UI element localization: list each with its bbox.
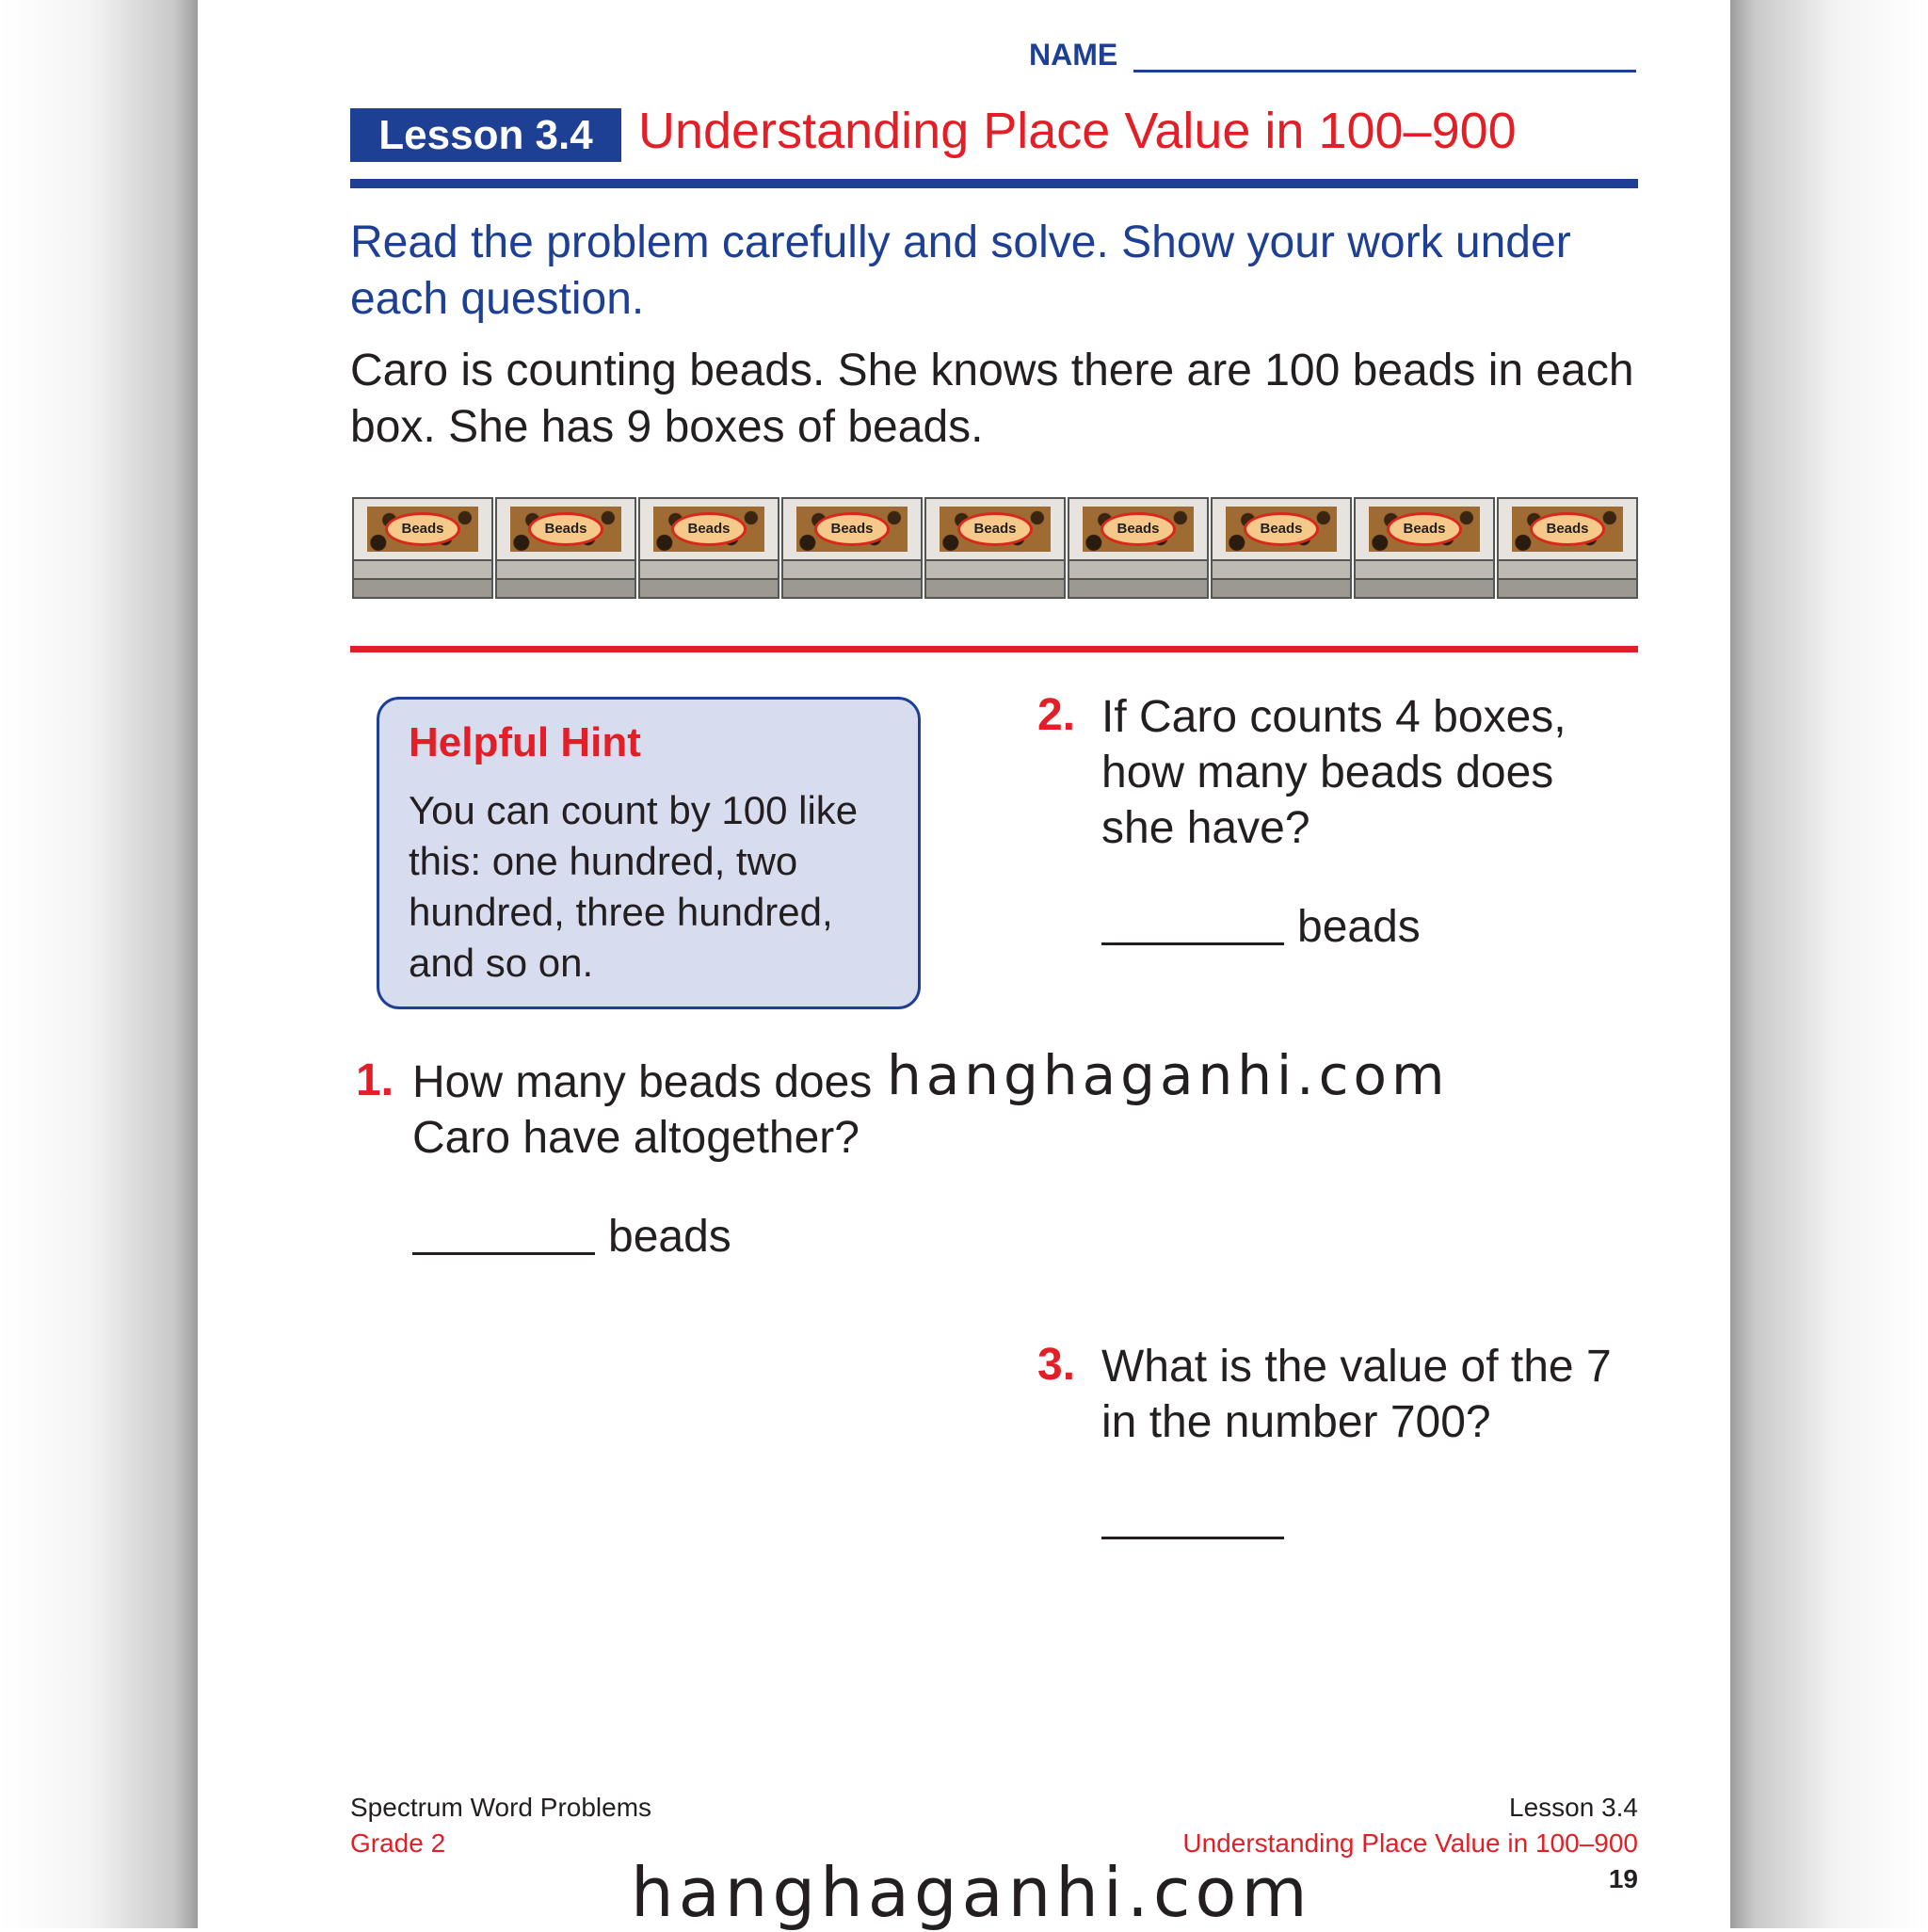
bead-box-label-text: Beads — [1101, 512, 1176, 546]
bead-box-lid — [1068, 497, 1209, 559]
bead-boxes-illustration — [352, 497, 1638, 599]
bead-box-label — [796, 507, 908, 552]
question-3-text: What is the value of the 7 in the number 700? — [1101, 1342, 1612, 1447]
bead-box-bottom — [1068, 580, 1209, 599]
header-divider — [350, 179, 1638, 188]
bead-box-label-text: Beads — [528, 512, 603, 546]
bead-box-label — [1369, 507, 1480, 552]
lesson-badge: Lesson 3.4 — [350, 108, 621, 162]
bead-box-bottom — [638, 580, 779, 599]
question-1-number: 1. — [356, 1055, 394, 1105]
hint-title: Helpful Hint — [409, 719, 641, 765]
bead-box-lid — [1497, 497, 1638, 559]
bead-box — [352, 497, 493, 599]
right-shadow-band — [1730, 0, 1928, 1928]
bead-box-side — [352, 559, 493, 580]
bead-box-label-text: Beads — [385, 512, 460, 546]
bead-box-lid — [1211, 497, 1352, 559]
bead-box-side — [1068, 559, 1209, 580]
name-answer-line[interactable] — [1133, 70, 1636, 72]
question-1-text: How many beads does Caro have altogether? — [412, 1057, 873, 1163]
question-2-number: 2. — [1037, 690, 1076, 740]
section-divider — [350, 646, 1638, 652]
bead-box-bottom — [924, 580, 1066, 599]
bead-box-side — [1354, 559, 1495, 580]
bead-box-label-text: Beads — [671, 512, 747, 546]
footer-lesson-title: Understanding Place Value in 100–900 — [1182, 1828, 1638, 1858]
bead-box-label-text: Beads — [957, 512, 1033, 546]
bead-box-label-text: Beads — [1244, 512, 1319, 546]
footer-lesson: Lesson 3.4 — [1509, 1793, 1638, 1822]
left-shadow-band — [0, 0, 198, 1928]
worksheet-page — [198, 0, 1730, 1928]
footer-book-title: Spectrum Word Problems — [350, 1793, 652, 1822]
lesson-title: Understanding Place Value in 100–900 — [638, 103, 1517, 159]
bead-box-lid — [1354, 497, 1495, 559]
page-number: 19 — [1608, 1864, 1638, 1893]
bead-box — [638, 497, 779, 599]
bead-box-label — [510, 507, 621, 552]
bead-box-label — [1083, 507, 1194, 552]
bead-box-label — [653, 507, 764, 552]
bead-box-bottom — [1354, 580, 1495, 599]
problem-statement: Caro is counting beads. She knows there are 100 beads in each box. She has 9 boxes of beads. — [350, 346, 1634, 452]
bead-box-bottom — [352, 580, 493, 599]
bead-box-label-text: Beads — [1387, 512, 1462, 546]
bead-box-lid — [352, 497, 493, 559]
bead-box — [924, 497, 1066, 599]
question-3-number: 3. — [1037, 1340, 1076, 1390]
watermark-bottom: hanghaganhi.com — [631, 1853, 1312, 1932]
bead-box-lid — [924, 497, 1066, 559]
bead-box-bottom — [495, 580, 636, 599]
bead-box-side — [1497, 559, 1638, 580]
bead-box-side — [638, 559, 779, 580]
bead-box-label-text: Beads — [814, 512, 890, 546]
bead-box-bottom — [781, 580, 923, 599]
bead-box-side — [781, 559, 923, 580]
bead-box-side — [1211, 559, 1352, 580]
bead-box-label — [1226, 507, 1337, 552]
bead-box — [1068, 497, 1209, 599]
question-2-text: If Caro counts 4 boxes, how many beads does she have? — [1101, 692, 1566, 853]
bead-box-label-text: Beads — [1530, 512, 1605, 546]
bead-box — [495, 497, 636, 599]
name-label: NAME — [1029, 38, 1118, 72]
question-2-answer-line[interactable] — [1101, 942, 1284, 945]
bead-box-bottom — [1211, 580, 1352, 599]
bead-box-label — [1512, 507, 1623, 552]
bead-box-label — [367, 507, 478, 552]
question-3-answer-line[interactable] — [1101, 1537, 1284, 1539]
watermark-middle: hanghaganhi.com — [887, 1043, 1450, 1107]
question-1-unit: beads — [608, 1212, 731, 1262]
bead-box-lid — [638, 497, 779, 559]
bead-box — [1211, 497, 1352, 599]
instructions: Read the problem carefully and solve. Show your work under each question. — [350, 217, 1571, 324]
question-1-answer-line[interactable] — [412, 1252, 595, 1255]
bead-box-label — [940, 507, 1051, 552]
bead-box-lid — [781, 497, 923, 559]
bead-box-side — [924, 559, 1066, 580]
footer-grade: Grade 2 — [350, 1828, 446, 1858]
hint-body: You can count by 100 like this: one hundred, two hundred, three hundred, and so on. — [409, 788, 859, 985]
bead-box-bottom — [1497, 580, 1638, 599]
question-2-unit: beads — [1297, 902, 1421, 952]
bead-box — [1497, 497, 1638, 599]
bead-box-lid — [495, 497, 636, 559]
bead-box-side — [495, 559, 636, 580]
bead-box — [1354, 497, 1495, 599]
bead-box — [781, 497, 923, 599]
